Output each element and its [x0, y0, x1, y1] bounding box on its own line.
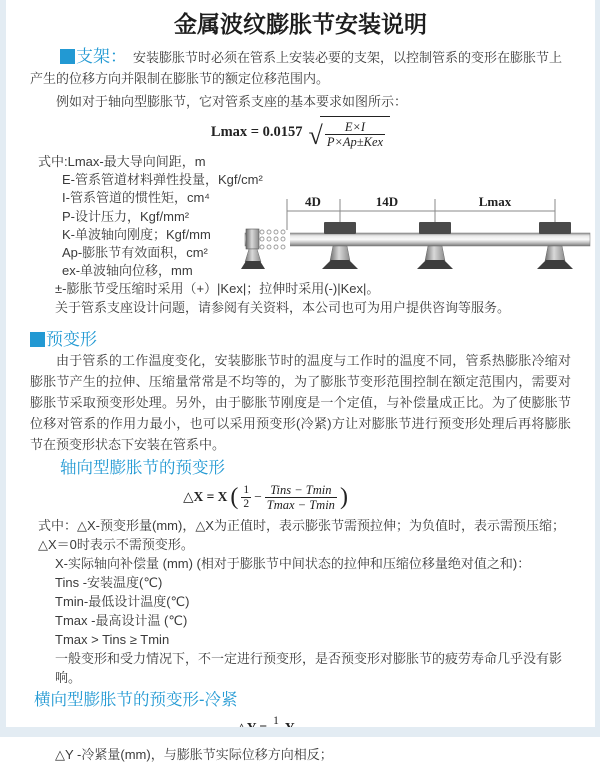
dim-label-14d: 14D [375, 194, 399, 209]
formula2-half-den: 2 [243, 497, 250, 510]
note-item: Tmin-最低设计温度(℃) [55, 593, 190, 609]
preform-section-heading [30, 325, 571, 350]
note-item: Tins -安装温度(℃) [55, 574, 163, 590]
dim-label-lmax: Lmax [478, 194, 512, 209]
note-item: Tmax -最高设计温 (℃) [55, 612, 188, 628]
page-edge-left [0, 0, 6, 737]
pipe [245, 233, 590, 246]
section-marker-icon [30, 332, 45, 347]
formula2-denominator: Tmax − Tmin [266, 497, 335, 512]
note-item: 一般变形和受力情况下，不一定进行预变形，是否预变形对膨胀节的疲劳寿命几乎没有影响。 [55, 650, 563, 685]
support-body-text: 安装膨胀节时必须在管系上安装必要的支架，以控制管系的变形在膨胀节上产生的位移方向并限制在膨胀节的额定位移范围内。 [30, 50, 563, 86]
dim-label-4d: 4D [305, 194, 321, 209]
page-content [6, 0, 595, 762]
formula2-numerator: Tins − Tmin [270, 482, 332, 497]
page-edge-bottom [0, 727, 600, 737]
axial-notes [30, 516, 571, 687]
preform-paragraph: 由于管系的工作温度变化，安装膨胀节时的温度与工作时的温度不同，管系热膨胀冷缩对膨胀节产生的拉伸、压缩量常常是不均等的，为了膨胀节变形范围控制在额定范围内，需要对膨胀节采取预变形处理。另外，由于膨胀节刚度是一个定值，与补偿量成正比。为了使膨胀节位移对管系的作用力最小，也可以采用预变形(冷紧)方让对膨胀节进行预变形处理后再将膨胀节在预变形状态下安装在管系中。 [30, 352, 571, 452]
note-item: Tmax > Tins ≥ Tmin [55, 631, 170, 647]
definition-item: K-单波轴向刚度；Kgf/mm [62, 226, 211, 242]
note-item: X-实际轴向补偿量 (mm) (相对于膨胀节中间状态的拉伸和压缩位移量绝对值之和)： [55, 555, 531, 571]
definition-item: ±-膨胀节受压缩时采用（+）|Kex|；拉伸时采用(-)|Kex|。 [55, 281, 380, 297]
definition-item: 式中:Lmax-最大导向间距，m [38, 154, 206, 169]
formula2-close-paren: ) [339, 484, 348, 511]
definition-item: ex-单波轴向位移，mm [62, 263, 193, 279]
formula3-num: 1 [273, 714, 279, 727]
definition-item: I-管系管道的惯性矩，cm⁴ [62, 190, 210, 206]
lateral-subheading: 横向型膨胀节的预变形-冷紧 [34, 690, 238, 709]
sqrt-radical-icon: √ [308, 121, 323, 150]
formula1-denominator: P×Ap±Kex [326, 135, 384, 149]
lateral-note: △Y -冷紧量(mm)，与膨胀节实际位移方向相反； [55, 746, 333, 762]
formula2-open-paren: ( [230, 484, 239, 511]
note-item: 式中：△X-预变形量(mm)，△X为正值时，表示膨张节需预拉伸；为负值时，表示需预压缩；△X＝0时表示不需预变形。 [38, 517, 565, 552]
formula2-minus: − [254, 489, 262, 505]
page-edge-right [595, 0, 600, 737]
definition-item: Ap-膨胀节有效面积，cm² [62, 245, 208, 261]
support-heading-label: 支架： [76, 47, 127, 66]
support-paragraph [30, 46, 571, 89]
guide-spacing-formula [30, 116, 571, 149]
bellows-icon [258, 230, 290, 249]
axial-preform-formula [30, 483, 571, 512]
definition-item: 关于管系支座设计问题，请参阅有关资料，本公司也可为用户提供咨询等服务。 [55, 299, 511, 315]
page-title: 金属波纹膨胀节安装说明 [174, 11, 427, 37]
support-example-line: 例如对于轴向型膨胀节，它对管系支座的基本要求如图所示： [56, 94, 408, 109]
pipe-support-diagram [245, 193, 590, 288]
definition-item: E-管系管道材料弹性投量，Kgf/cm² [62, 172, 263, 188]
formula2-half-num: 1 [243, 484, 250, 497]
formula1-numerator: E×I [344, 120, 366, 134]
section-marker-icon [60, 49, 75, 64]
formula2-lhs: △X = X [183, 489, 228, 505]
axial-subheading: 轴向型膨胀节的预变形 [60, 458, 225, 477]
support-section-heading [60, 47, 133, 66]
preform-heading-label: 预变形 [46, 329, 97, 349]
definition-item: P-设计压力，Kgf/mm² [62, 208, 190, 224]
formula1-lhs: Lmax = 0.0157 [210, 124, 303, 140]
